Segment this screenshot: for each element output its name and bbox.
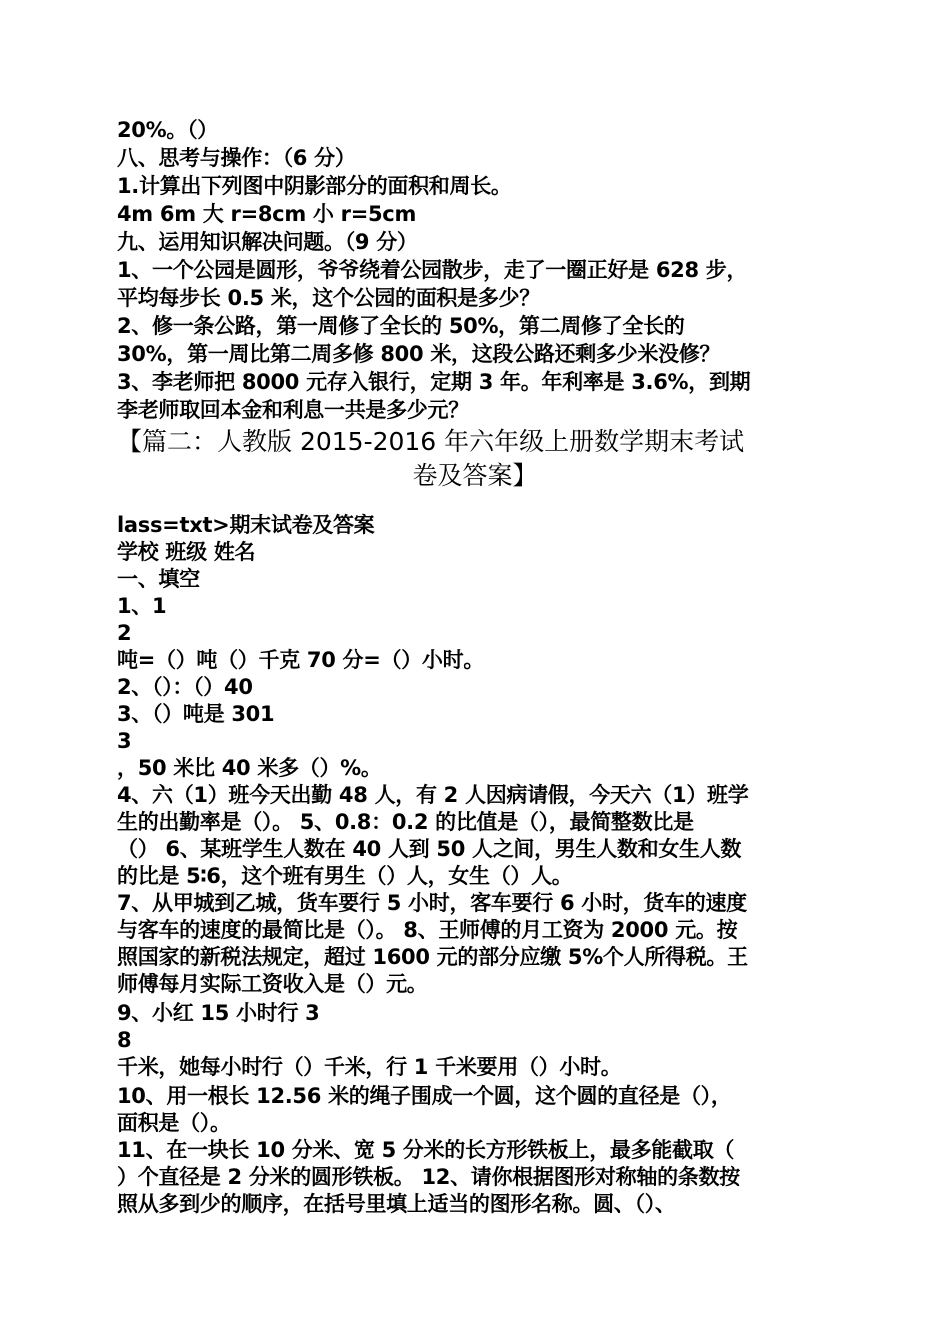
text-line: 9、小红 15 小时行 3 [117, 1001, 320, 1025]
text-line: 千米，她每小时行（）千米，行 1 千米要用（）小时。 [117, 1055, 622, 1079]
section-heading-9: 九、运用知识解决问题。（9 分） [117, 230, 418, 254]
text-line: 4、六（1）班今天出勤 48 人，有 2 人因病请假，今天六（1）班学 [117, 783, 749, 807]
chapter-title: 【篇二：人教版 2015-2016 年六年级上册数学期末考试 [117, 427, 745, 456]
text-line: 10、用一根长 12.56 米的绳子围成一个圆，这个圆的直径是（）， [117, 1084, 732, 1108]
text-line: 3、（）吨是 301 [117, 702, 275, 726]
text-line: 30%，第一周比第二周多修 800 米，这段公路还剩多少米没修？ [117, 342, 721, 366]
text-line: 1.计算出下列图中阴影部分的面积和周长。 [117, 174, 512, 198]
text-line: 20%。（） [117, 118, 218, 142]
text-line: （） 6、某班学生人数在 40 人到 50 人之间，男生人数和女生人数 [117, 837, 742, 861]
text-line: 2、（）：（）40 [117, 675, 253, 699]
text-line: 面积是（）。 [117, 1111, 231, 1135]
text-line: 1、一个公园是圆形，爷爷绕着公园散步，走了一圈正好是 628 步， [117, 258, 748, 282]
text-line: ，50 米比 40 米多（）%。 [117, 756, 382, 780]
text-line: 3 [117, 729, 132, 753]
text-line: 4m 6m 大 r=8cm 小 r=5cm [117, 202, 417, 226]
text-line: 11、在一块长 10 分米、宽 5 分米的长方形铁板上，最多能截取（ [117, 1138, 735, 1162]
section-heading-1: 一、填空 [117, 567, 200, 591]
text-line: lass=txt>期末试卷及答案 [117, 513, 375, 537]
text-line: 李老师取回本金和利息一共是多少元？ [117, 398, 469, 422]
text-line: 师傅每月实际工资收入是（）元。 [117, 972, 428, 996]
text-line: 平均每步长 0.5 米，这个公园的面积是多少？ [117, 286, 540, 310]
text-line: 2、修一条公路，第一周修了全长的 50%，第二周修了全长的 [117, 314, 685, 338]
section-heading-8: 八、思考与操作：（6 分） [117, 146, 356, 170]
text-line: 3、李老师把 8000 元存入银行，定期 3 年。年利率是 3.6%，到期 [117, 370, 751, 394]
text-line: 吨=（）吨（）千克 70 分=（）小时。 [117, 648, 485, 672]
text-line: 7、从甲城到乙城，货车要行 5 小时，客车要行 6 小时，货车的速度 [117, 891, 747, 915]
text-line: 与客车的速度的最简比是（）。 8、王师傅的月工资为 2000 元。按 [117, 918, 738, 942]
text-line: 照从多到少的顺序，在括号里填上适当的图形名称。圆、（）、 [117, 1192, 676, 1216]
text-line: 8 [117, 1028, 132, 1052]
text-line: 2 [117, 621, 132, 645]
text-line: 的比是 5∶6，这个班有男生（）人，女生（）人。 [117, 864, 573, 888]
text-line: 生的出勤率是（）。 5、0.8：0.2 的比值是（），最简整数比是 [117, 810, 694, 834]
text-line: 1、1 [117, 594, 167, 618]
text-line: 学校 班级 姓名 [117, 540, 256, 564]
text-line: 照国家的新税法规定，超过 1600 元的部分应缴 5%个人所得税。王 [117, 945, 748, 969]
text-line: ）个直径是 2 分米的圆形铁板。 12、请你根据图形对称轴的条数按 [117, 1165, 740, 1189]
chapter-title-continued: 卷及答案】 [412, 461, 538, 490]
